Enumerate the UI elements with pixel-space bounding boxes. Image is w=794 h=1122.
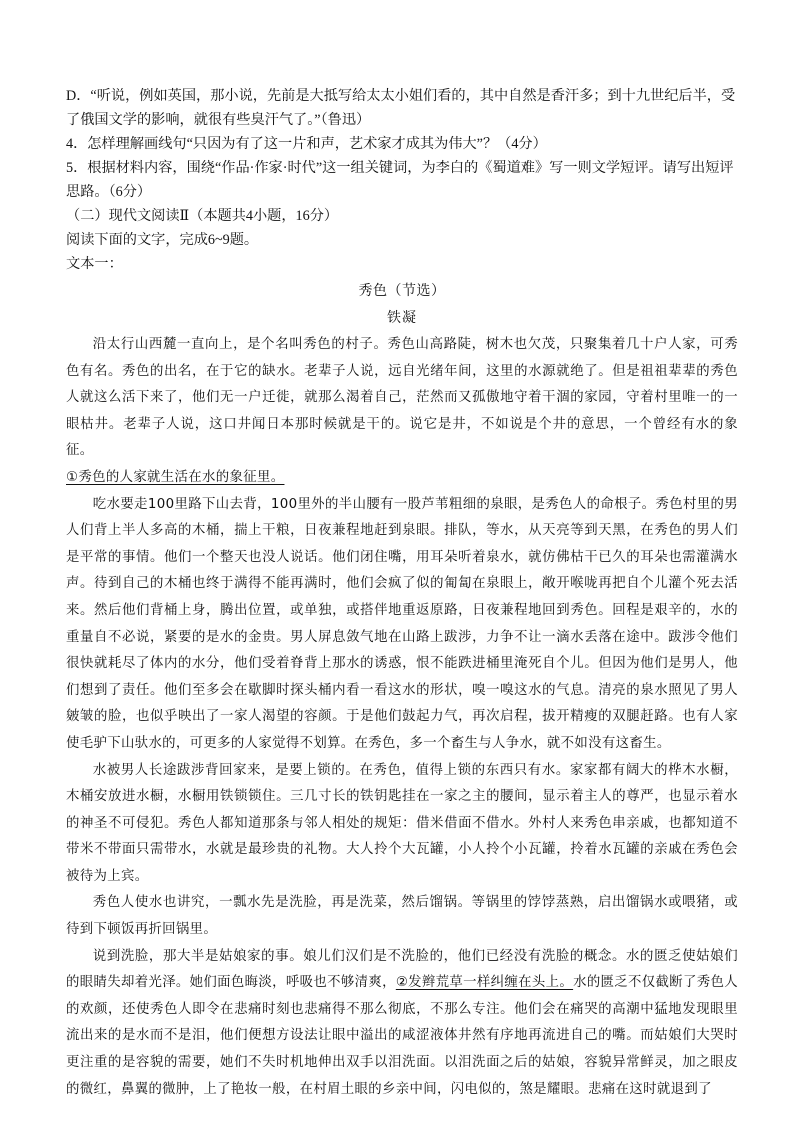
question-5: 5．根据材料内容，围绕“作品·作家·时代”这一组关键词，为李白的《蜀道难》写一则文学短评。请写出短评思路。（6分） (66, 160, 734, 200)
underlined-sentence-2: ②发辫荒草一样纠缠在头上。 (395, 975, 574, 991)
paragraph-2: 吃水要走100里路下山去背，100里外的半山腰有一股芦苇粗细的泉眼，是秀色人的命根子。秀色村里的男人们背上半人多高的木桶，揣上干粮，日夜兼程地赶到泉眼。排队，等水，从天亮等到天黑，在秀色的男人们是平常的事情。他们一个整天也没人说话。他们闭住嘴，用耳朵听着泉水，就仿佛枯干已久的耳朵也需灌满水声。待到自己的木桶也终于满得不能再满时，他们会疯了似的匍匐在泉眼上，敞开喉咙再把自个儿灌个死去活来。然后他们背桶上身，腾出位置，或单独，或搭伴地重返原路，日夜兼程地回到秀色。回程是艰辛的，水的重量自不必说，紧要的是水的金贵。男人屏息敛气地在山路上跋涉，力争不让一滴水丢落在途中。跋涉令他们很快就耗尽了体内的水分，他们受着脊背上那水的诱惑，恨不能跌进桶里淹死自个儿。但因为他们是男人，他们想到了责任。他们至多会在歇脚时探头桶内看一看这水的形状，嗅一嗅这水的气息。清亮的泉水照见了男人皴皱的脸，也似乎映出了一家人渴望的容颜。于是他们鼓起力气，再次启程，拔开精瘦的双腿赶路。也有人家使毛驴下山驮水的，可更多的人家觉得不划算。在秀色，多一个畜生与人争水，就不如没有这畜生。 (66, 496, 738, 751)
text-label: 文本一： (66, 256, 123, 272)
paragraph-4: 秀色人使水也讲究，一瓢水先是洗脸，再是洗菜，然后馏锅。等锅里的饽饽蒸熟，启出馏锅水或喂猪，或待到下顿饭再折回锅里。 (66, 895, 738, 938)
section-instruction: 阅读下面的文字，完成6~9题。 (66, 232, 259, 248)
paragraph-1 (66, 332, 738, 492)
paragraph-5-text-b: 水的匮乏不仅截断了秀色人的欢颜，还使秀色人即令在悲痛时刻也悲痛得不那么彻底，不那么专注。他们会在痛哭的高潮中猛地发现眼里流出来的是水而不是泪，他们便想方设法让眼中溢出的咸涩液体井然有序地再流进自己的嘴。而姑娘们大哭时更注重的是容貌的需要，她们不失时机地伸出双手以泪洗面。以泪洗面之后的姑娘，容貌异常鲜灵，加之眼皮的微红，鼻翼的微肿，上了艳妆一般，在村眉土眼的乡亲中间，闪电似的，煞是耀眼。悲痛在这时就退到了 (66, 975, 738, 1097)
underlined-sentence-1: ①秀色的人家就生活在水的象征里。 (66, 469, 285, 485)
exam-page (66, 84, 738, 1103)
paragraph-1-text: 沿太行山西麓一直向上，是个名叫秀色的村子。秀色山高路陡，树木也欠茂，只聚集着几十户人家，可秀色有名。秀色的出名，在于它的缺水。老辈子人说，远自光绪年间，这里的水源就绝了。但是祖祖辈辈的秀色人就这么活下来了，他们无一户迁徙，就那么渴着自己，茫然而又孤傲地守着干涸的家园，守着村里唯一的一眼枯井。老辈子人说，这口井闻日本那时候就是干的。说它是井，不如说是个井的意思，一个曾经有水的象征。 (66, 337, 738, 459)
article-body (66, 332, 738, 1103)
paragraph-3: 水被男人长途跋涉背回家来，是要上锁的。在秀色，值得上锁的东西只有水。家家都有阔大的桦木水橱，木桶安放进水橱，水橱用铁锁锁住。三几寸长的铁钥匙挂在一家之主的腰间，显示着主人的尊严，也显示着水的神圣不可侵犯。秀色人都知道那条与邻人相处的规矩：借米借面不借水。外村人来秀色串亲戚，也都知道不带米不带面只需带水，水就是最珍贵的礼物。大人拎个大瓦罐，小人拎个小瓦罐，拎着水瓦罐的亲戚在秀色会被待为上宾。 (66, 762, 738, 884)
section-heading: （二）现代文阅读Ⅱ（本题共4小题，16分） (66, 208, 339, 224)
question-4: 4．怎样理解画线句“只因为有了这一片和声，艺术家才成其为伟大”？（4分） (66, 136, 547, 152)
article-title: 秀色（节选） (358, 283, 446, 299)
paragraph-5-text-a: 说到洗脸，那大半是姑娘家的事。娘儿们汉们是不洗脸的，他们已经没有洗脸的概念。水的匮乏使姑娘们的眼睛失却着光泽。她们面色晦淡，呼吸也不够清爽， (66, 948, 738, 991)
article-author: 铁凝 (387, 310, 417, 326)
option-d: D．“听说，例如英国，那小说，先前是大抵写给太太小姐们看的，其中自然是香汗多；到十九世纪后半，受了俄国文学的影响，就很有些臭汗气了。”（鲁迅） (66, 88, 736, 128)
paragraph-5 (66, 944, 738, 1104)
